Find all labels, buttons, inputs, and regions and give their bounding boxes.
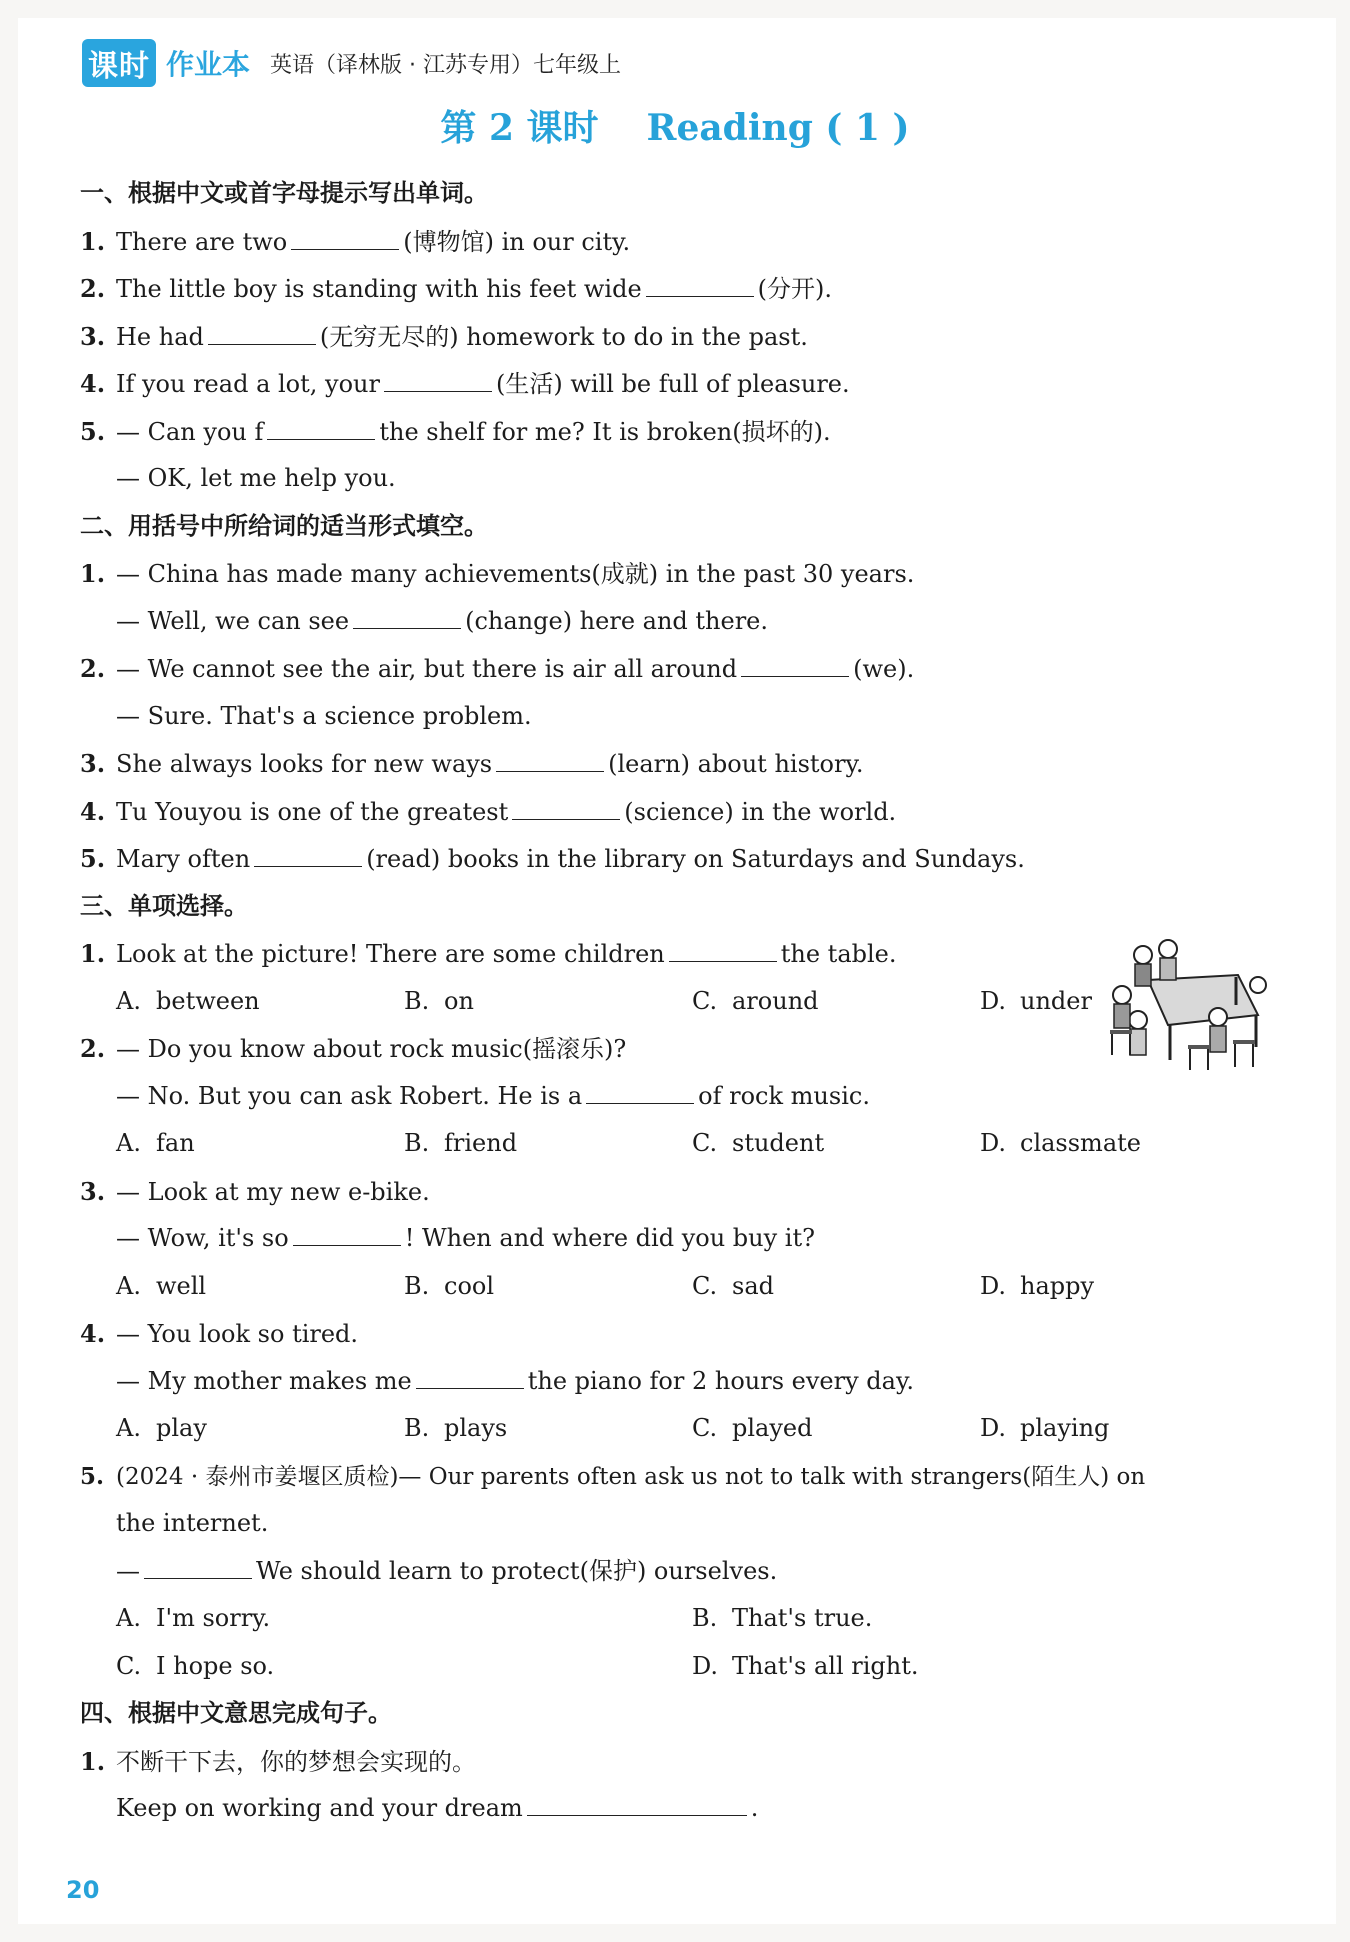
s1-item-5: 5. — Can you f the shelf for me? It is broken(损坏的).	[80, 416, 831, 446]
option-c[interactable]: C. I hope so.	[116, 1651, 275, 1680]
s3-q5-options-row1	[80, 1595, 1280, 1643]
s4-q1-chinese: 1. 不断干下去，你的梦想会实现的。	[80, 1746, 476, 1776]
s2-item-1b: — Well, we can see (change) here and there.	[116, 606, 769, 635]
section-1-heading: 一、根据中文或首字母提示写出单词。	[80, 179, 488, 207]
s1-item-3: 3. He had (无穷无尽的) homework to do in the past.	[80, 321, 808, 351]
answer-blank[interactable]	[293, 1225, 401, 1246]
s2-item-2b: — Sure. That's a science problem.	[116, 701, 532, 730]
book-subtitle: 英语（译林版 · 江苏专用）七年级上	[270, 52, 621, 78]
exercise-content	[80, 170, 1280, 1833]
section-2-heading: 二、用括号中所给词的适当形式填空。	[80, 511, 488, 540]
lesson-name: Reading ( 1 )	[646, 107, 910, 149]
s2-item-4: 4. Tu Youyou is one of the greatest (science) in the world.	[80, 796, 897, 826]
s3-q2a: 2. — Do you know about rock music(摇滚乐)?	[80, 1034, 627, 1063]
section-4-heading: 四、根据中文意思完成句子。	[80, 1699, 392, 1727]
option-c[interactable]: C. sad	[692, 1271, 774, 1300]
s3-q2b: — No. But you can ask Robert. He is a of rock music.	[116, 1081, 870, 1110]
answer-blank[interactable]	[646, 276, 754, 297]
s3-q1-options	[80, 978, 1280, 1026]
s1-item-4: 4. If you read a lot, your (生活) will be full of pleasure.	[80, 369, 850, 398]
s3-q5b: — We should learn to protect(保护) ourselves.	[116, 1556, 778, 1585]
answer-blank[interactable]	[353, 608, 461, 629]
answer-blank[interactable]	[512, 799, 620, 820]
option-a[interactable]: A. fan	[116, 1129, 195, 1157]
option-a[interactable]: A. well	[116, 1271, 207, 1300]
option-d[interactable]: D. classmate	[980, 1129, 1141, 1157]
s2-item-5: 5. Mary often (read) books in the library on Saturdays and Sundays.	[80, 844, 1025, 873]
children-around-table-illustration	[1108, 935, 1268, 1075]
lesson-number: 第 2 课时	[440, 107, 599, 149]
option-c[interactable]: C. student	[692, 1129, 825, 1157]
answer-blank[interactable]	[586, 1083, 694, 1104]
option-b[interactable]: B. plays	[404, 1414, 508, 1442]
answer-blank[interactable]	[496, 751, 604, 772]
option-b[interactable]: B. on	[404, 986, 474, 1015]
answer-blank[interactable]	[208, 324, 316, 345]
answer-blank[interactable]	[384, 371, 492, 392]
option-d[interactable]: D. playing	[980, 1414, 1110, 1442]
answer-blank[interactable]	[527, 1795, 747, 1816]
option-b[interactable]: B. friend	[404, 1129, 518, 1157]
option-a[interactable]: A. play	[116, 1414, 207, 1442]
s3-q2-options	[80, 1120, 1280, 1168]
s2-item-3: 3. She always looks for new ways (learn) about history.	[80, 749, 864, 778]
option-b[interactable]: B. cool	[404, 1271, 495, 1300]
answer-blank[interactable]	[741, 656, 849, 677]
s3-q4b: — My mother makes me the piano for 2 hours every day.	[116, 1366, 914, 1395]
s1-item-2: 2. The little boy is standing with his feet wide (分开).	[80, 274, 833, 303]
answer-blank[interactable]	[254, 846, 362, 867]
s3-q3-options	[80, 1263, 1280, 1311]
s1-item-1: 1. There are two (博物馆) in our city.	[80, 226, 631, 256]
section-3-heading: 三、单项选择。	[80, 891, 248, 920]
s2-item-2a: 2. — We cannot see the air, but there is air all around (we).	[80, 654, 915, 683]
option-d[interactable]: D. under	[980, 986, 1092, 1015]
brand-header	[82, 42, 621, 84]
s3-q5a: 5. (2024 · 泰州市姜堰区质检)— Our parents often ask us not to talk with strangers(陌生人) on	[80, 1462, 1146, 1490]
s3-q4a: 4. — You look so tired.	[80, 1319, 359, 1348]
option-c[interactable]: C. played	[692, 1414, 813, 1442]
option-d[interactable]: D. happy	[980, 1271, 1095, 1300]
s3-q4-options	[80, 1405, 1280, 1453]
answer-blank[interactable]	[144, 1558, 252, 1579]
s3-q5a-cont: the internet.	[116, 1509, 269, 1537]
brand-logo: 课时	[82, 39, 156, 87]
answer-blank[interactable]	[267, 419, 375, 440]
s3-q3a: 3. — Look at my new e-bike.	[80, 1176, 430, 1206]
s2-item-1a: 1. — China has made many achievements(成就) in the past 30 years.	[80, 559, 915, 588]
brand-name: 作业本	[166, 48, 251, 81]
option-d[interactable]: D. That's all right.	[692, 1651, 919, 1680]
page-number: 20	[66, 1876, 100, 1904]
answer-blank[interactable]	[291, 229, 399, 250]
s3-q1: 1. Look at the picture! There are some children the table.	[80, 939, 897, 968]
s3-q3b: — Wow, it's so ! When and where did you buy it?	[116, 1224, 815, 1252]
s1-item-5-reply: — OK, let me help you.	[116, 464, 396, 492]
option-a[interactable]: A. I'm sorry.	[116, 1604, 271, 1632]
s3-q5-options-row2	[80, 1643, 1280, 1691]
option-c[interactable]: C. around	[692, 986, 819, 1015]
option-b[interactable]: B. That's true.	[692, 1604, 873, 1632]
answer-blank[interactable]	[669, 941, 777, 962]
answer-blank[interactable]	[416, 1368, 524, 1389]
s4-q1-english: Keep on working and your dream .	[116, 1794, 759, 1822]
option-a[interactable]: A. between	[116, 986, 260, 1015]
lesson-title	[0, 100, 1350, 151]
